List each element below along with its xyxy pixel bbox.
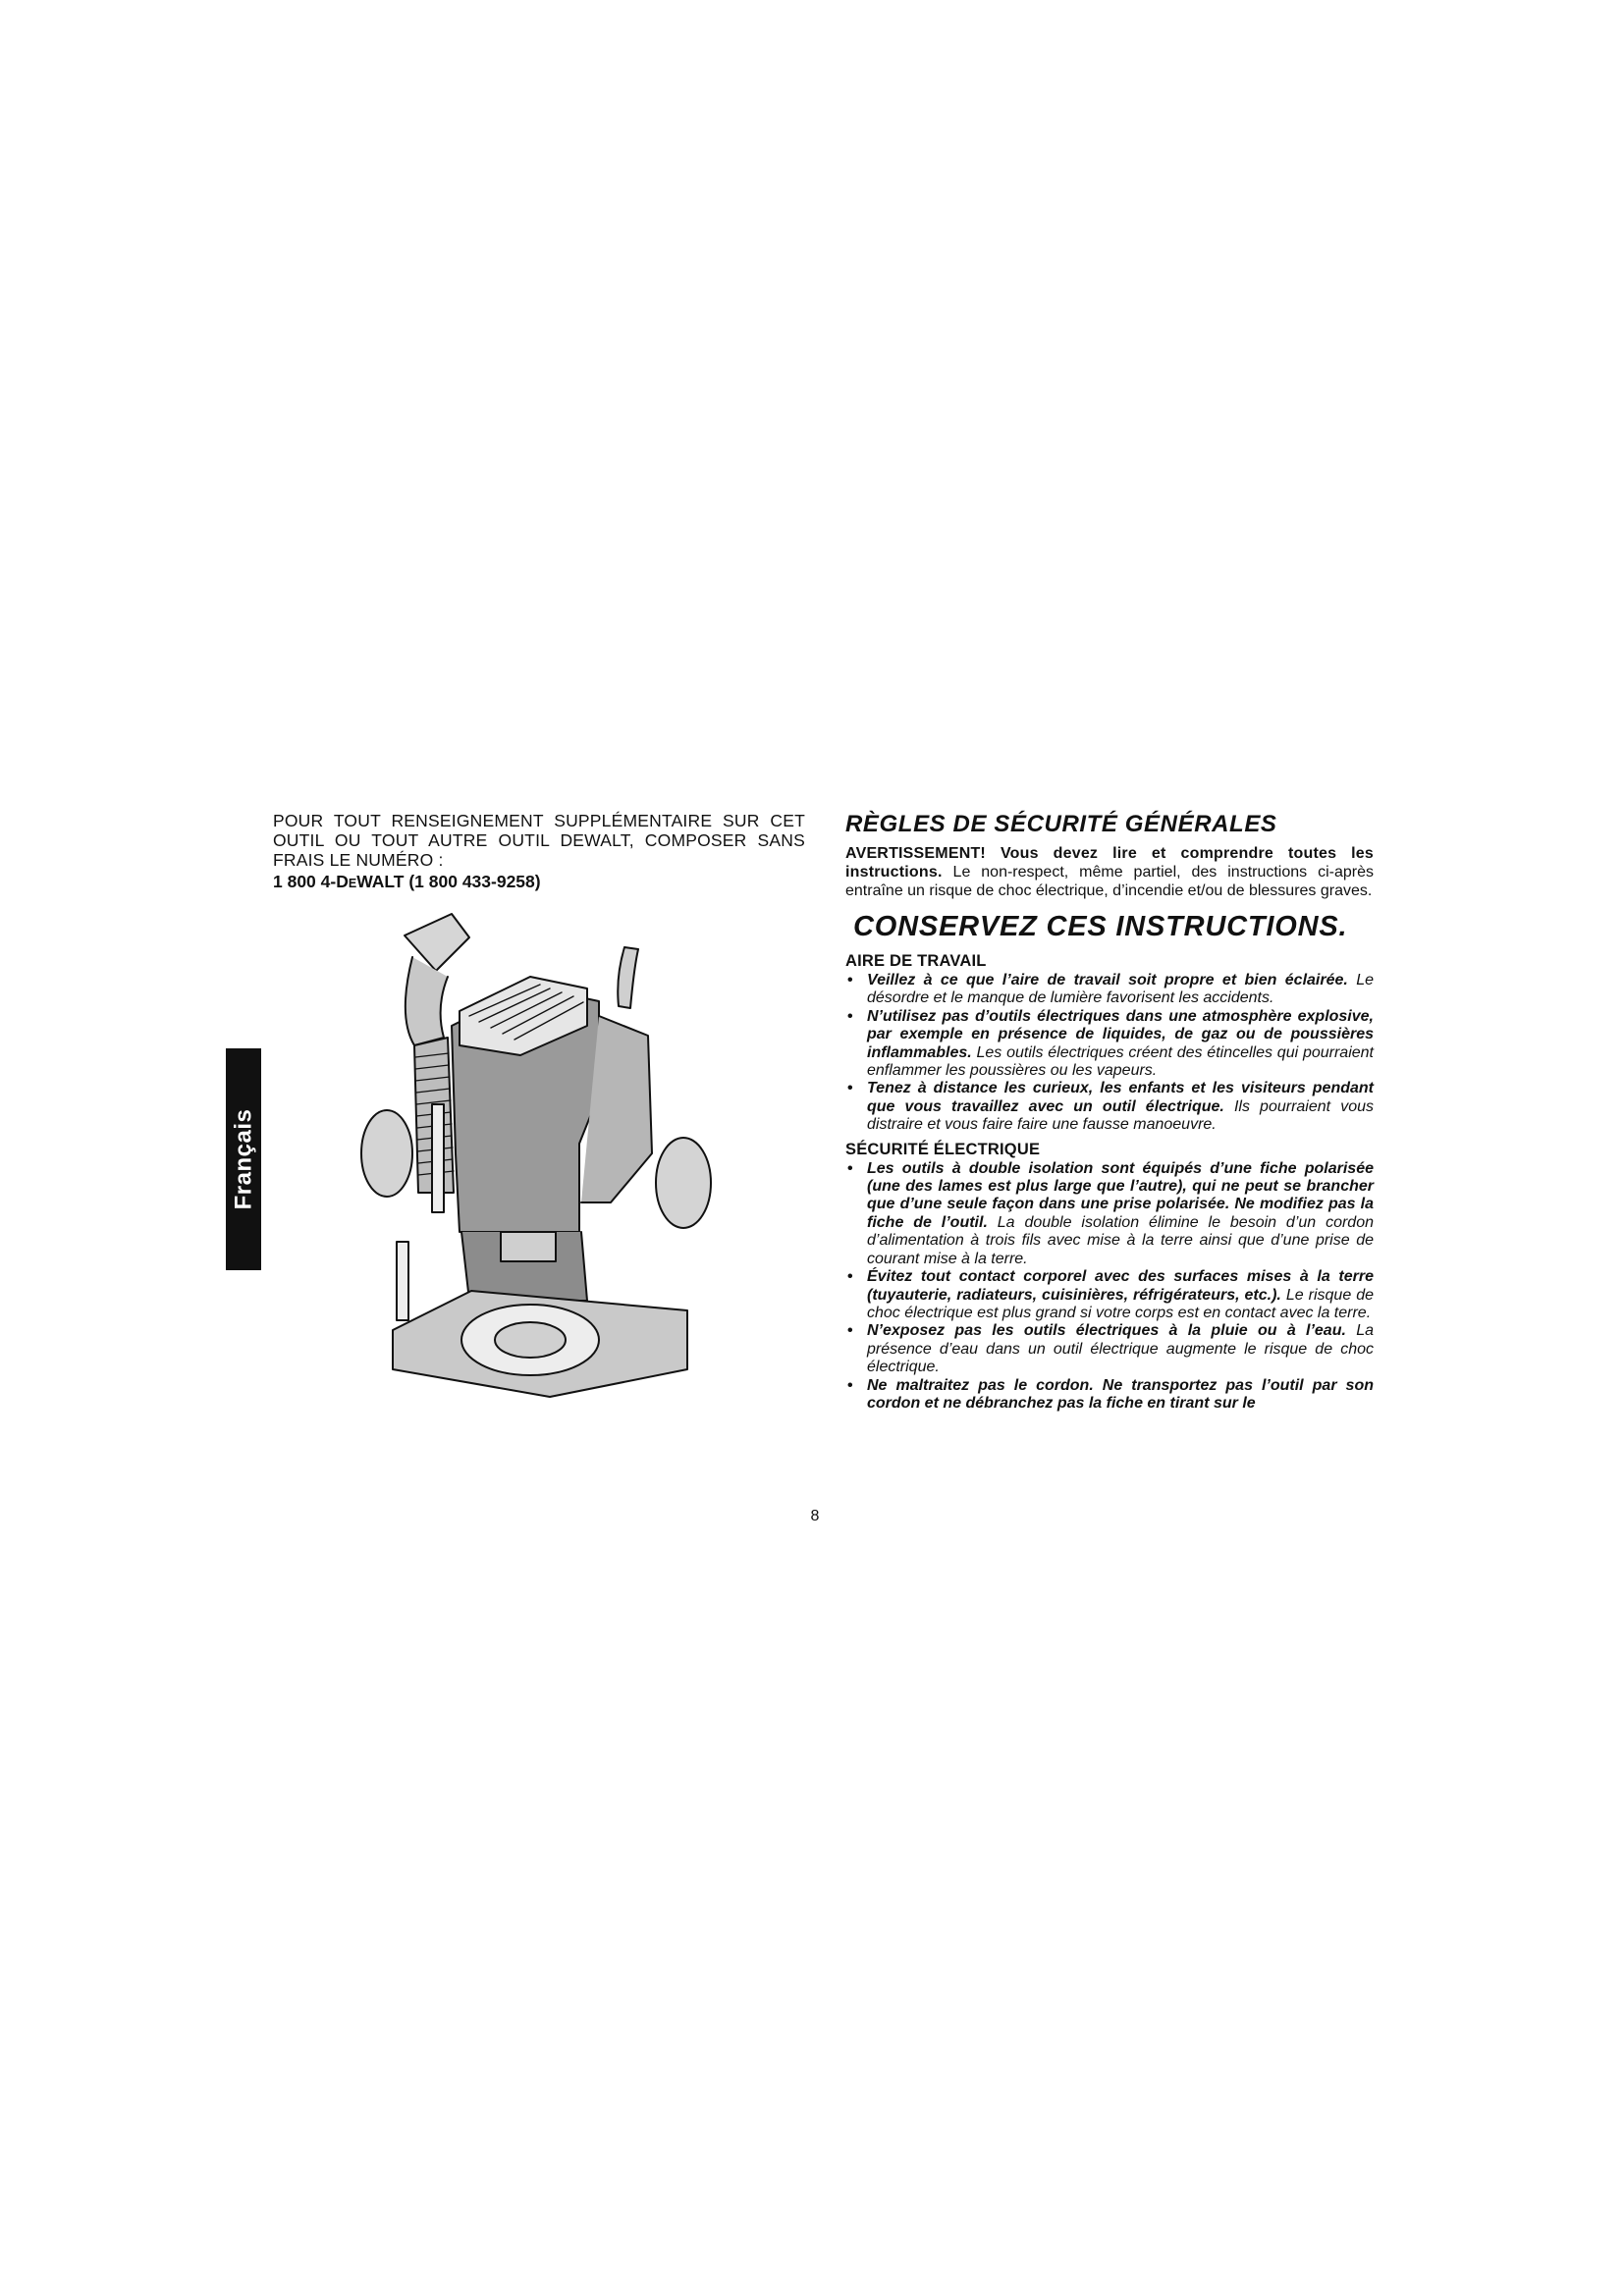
bullet: •: [847, 1268, 853, 1286]
rule-item: [845, 1008, 1374, 1081]
rule-normal-text: Ils pourraient vous distraire et vous faire faire une fausse manoeuvre.: [867, 1097, 1374, 1134]
rule-item: [845, 1160, 1374, 1268]
rule-normal-text: Le désordre et le manque de lumière favorisent les accidents.: [867, 972, 1374, 1007]
rule-bold-text: N’exposez pas les outils électriques à la pluie ou à l’eau.: [867, 1322, 1346, 1340]
phone-smallcaps: E: [348, 877, 357, 890]
page-number: 8: [810, 1508, 820, 1524]
warning-paragraph: [845, 844, 1374, 900]
rule-bold-text: Évitez tout contact corporel avec des surfaces mises à la terre (tuyauterie, radiateurs, cuisinières, réfrigérateurs, etc.).: [867, 1268, 1374, 1304]
bullet: •: [847, 972, 853, 988]
bullet: •: [847, 1007, 853, 1025]
bullet: •: [847, 1376, 853, 1394]
phone-prefix: 1 800 4-D: [273, 872, 349, 891]
section-heading-electrical-safety: SÉCURITÉ ÉLECTRIQUE: [845, 1140, 1041, 1158]
bullet: •: [847, 1322, 853, 1340]
language-tab: [226, 1048, 261, 1270]
contact-info-block: [273, 811, 805, 892]
warning-normal-text: Le non-respect, même partiel, des instructions ci-après entraîne un risque de choc électrique, d’incendie et/ou de blessures graves.: [845, 864, 1374, 899]
rule-item: [845, 1080, 1374, 1134]
rule-normal-text: Le risque de choc électrique est plus grand si votre corps est en contact avec la terre.: [867, 1286, 1374, 1321]
rule-bold-text: Tenez à distance les curieux, les enfants et les visiteurs pendant que vous travaillez avec un outil électrique.: [867, 1080, 1374, 1115]
language-tab-label: Français: [230, 1108, 256, 1210]
rule-bold-text: N’utilisez pas d’outils électriques dans une atmosphère explosive, par exemple en présence de liquides, de gaz ou de poussières inflammables.: [867, 1007, 1374, 1061]
rule-item: [845, 1268, 1374, 1322]
warning-bold-text: AVERTISSEMENT! Vous devez lire et comprendre toutes les instructions.: [845, 845, 1374, 881]
bullet: •: [847, 1080, 853, 1097]
rule-normal-text: La double isolation élimine le besoin d’un cordon d’alimentation à trois fils avec mise à la terre ainsi que d’une prise de courant mise à la terre.: [867, 1213, 1374, 1267]
contact-info-text: POUR TOUT RENSEIGNEMENT SUPPLÉMENTAIRE SUR CET OUTIL OU TOUT AUTRE OUTIL DEWALT, COMPOSER SANS FRAIS LE NUMÉRO :: [273, 811, 805, 870]
phone-suffix: WALT (1 800 433-9258): [356, 872, 541, 891]
rule-item: [845, 1377, 1374, 1414]
rule-bold-text: Veillez à ce que l’aire de travail soit propre et bien éclairée.: [867, 972, 1348, 988]
section-main-title: RÈGLES DE SÉCURITÉ GÉNÉRALES: [845, 811, 1277, 837]
bullet: •: [847, 1159, 853, 1177]
rule-normal-text: Les outils électriques créent des étincelles qui pourraient enflammer les poussières ou les vapeurs.: [867, 1043, 1374, 1080]
keep-instructions-title: CONSERVEZ CES INSTRUCTIONS.: [853, 911, 1348, 942]
rule-bold-text: Ne maltraitez pas le cordon. Ne transportez pas l’outil par son cordon et ne débranchez pas la fiche en tirant sur le: [867, 1376, 1374, 1412]
router-tool-illustration: [353, 908, 727, 1399]
rule-bold-text: Les outils à double isolation sont équipés d’une fiche polarisée (une des lames est plus large que l’autre), qui ne peut se brancher que d’une seule façon dans une prise polarisée. Ne modifiez pas la fiche de l’outil.: [867, 1159, 1374, 1231]
rule-normal-text: La présence d’eau dans un outil électrique augmente le risque de choc électrique.: [867, 1322, 1375, 1376]
rule-item: [845, 972, 1374, 1008]
rule-item: [845, 1322, 1374, 1376]
section-heading-work-area: AIRE DE TRAVAIL: [845, 952, 987, 970]
phone-number: [273, 872, 805, 892]
safety-rules-column: [845, 811, 1374, 1413]
